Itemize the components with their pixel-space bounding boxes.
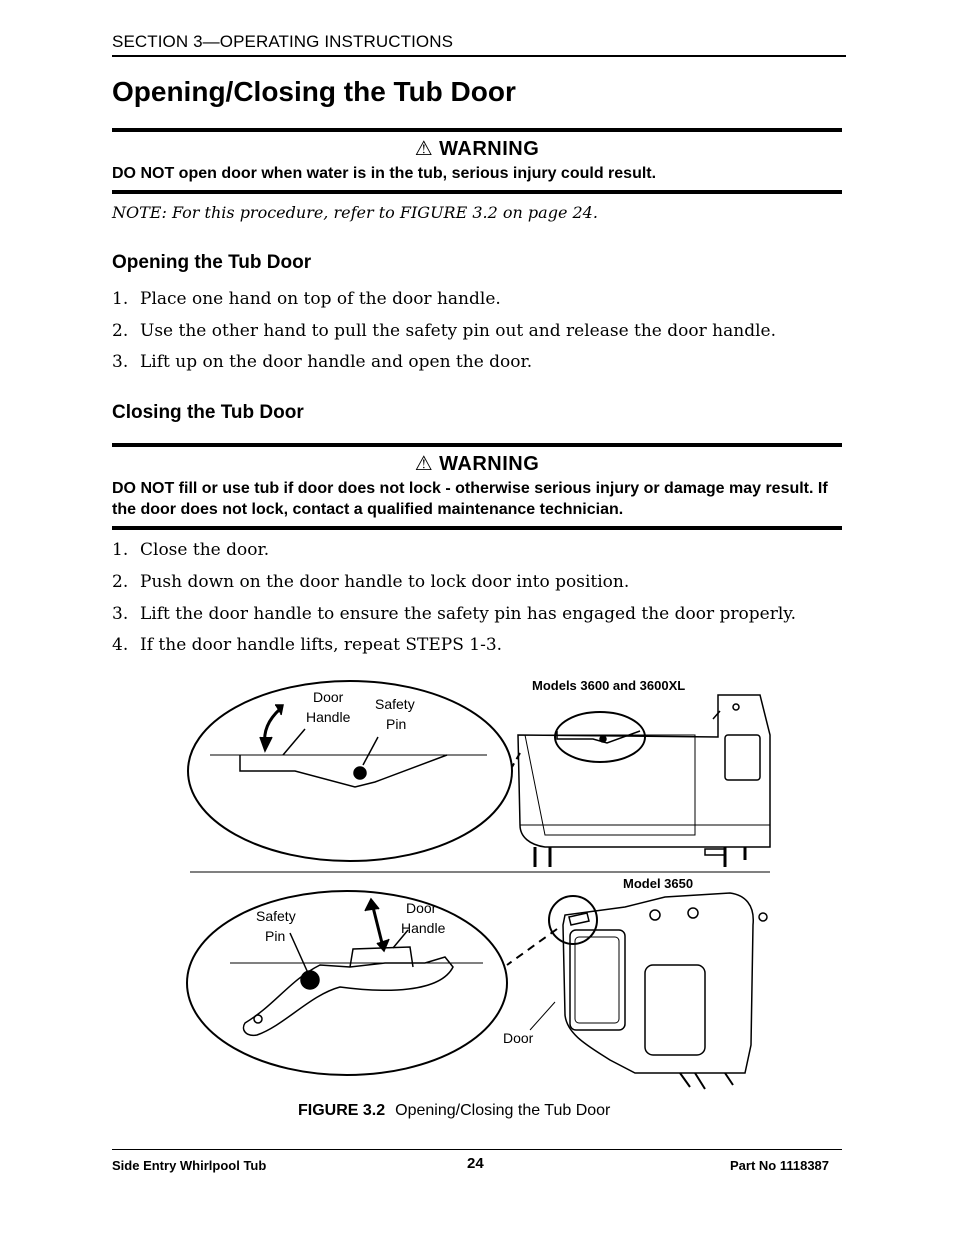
- warning-lead: DO NOT: [112, 480, 175, 497]
- door-label: Door: [503, 1030, 534, 1046]
- warning-body: fill or use tub if door does not lock - otherwise serious injury or damage may result. If the door does not lock, contact a qualified maintenance technician.: [112, 480, 828, 518]
- procedure-note: NOTE: For this procedure, refer to FIGURE 3.2 on page 24.: [112, 203, 598, 222]
- bottom-safety-pin-label: Safety: [256, 908, 296, 924]
- top-safety-pin-label: Safety: [375, 696, 415, 712]
- top-door-handle-label: Handle: [306, 709, 351, 725]
- footer-product-name: Side Entry Whirlpool Tub: [112, 1158, 267, 1173]
- top-door-handle-label: Door: [313, 689, 344, 705]
- footer-part-number: Part No 1118387: [730, 1158, 830, 1173]
- warning-heading: ⚠ WARNING: [414, 138, 540, 160]
- closing-step: 3. Lift the door handle to ensure the safety pin has engaged the door properly.: [112, 604, 797, 624]
- closing-step: 4. If the door handle lifts, repeat STEPS 1-3.: [112, 635, 503, 655]
- warning-text: [112, 478, 842, 520]
- opening-step: 2. Use the other hand to pull the safety pin out and release the door handle.: [112, 321, 776, 341]
- warning-lead: DO NOT: [112, 165, 175, 182]
- header-divider: [112, 55, 846, 57]
- figure-3-2: [185, 675, 775, 1100]
- closing-heading: Closing the Tub Door: [112, 402, 304, 423]
- closing-step: 2. Push down on the door handle to lock door into position.: [112, 572, 630, 592]
- warning-box-open: [112, 128, 842, 194]
- bottom-door-handle-label: Door: [406, 900, 437, 916]
- footer-divider: [112, 1149, 842, 1150]
- bottom-model-label: Model 3650: [623, 876, 694, 891]
- warning-triangle-icon: ⚠: [414, 138, 434, 160]
- warning-box-close: [112, 443, 842, 530]
- bottom-door-handle-label: Handle: [401, 920, 446, 936]
- page-number: 24: [467, 1155, 484, 1172]
- warning-heading: ⚠ WARNING: [414, 453, 540, 475]
- warning-body: open door when water is in the tub, serious injury could result.: [174, 165, 657, 182]
- closing-step: 1. Close the door.: [112, 540, 270, 560]
- opening-step: 3. Lift up on the door handle and open the door.: [112, 352, 533, 372]
- warning-text: [112, 163, 842, 184]
- bottom-safety-pin-label: Pin: [265, 928, 286, 944]
- opening-heading: Opening the Tub Door: [112, 252, 312, 273]
- page-title: Opening/Closing the Tub Door: [112, 76, 516, 107]
- opening-step: 1. Place one hand on top of the door handle.: [112, 289, 501, 309]
- top-safety-pin-label: Pin: [386, 716, 407, 732]
- figure-caption-text: Opening/Closing the Tub Door: [395, 1102, 611, 1119]
- figure-number: FIGURE 3.2: [298, 1102, 386, 1119]
- top-model-label: Models 3600 and 3600XL: [532, 678, 686, 693]
- section-header: SECTION 3—OPERATING INSTRUCTIONS: [112, 32, 454, 51]
- figure-caption: [298, 1102, 610, 1120]
- tub-door-illustration: [185, 675, 775, 1100]
- warning-triangle-icon: ⚠: [414, 453, 434, 475]
